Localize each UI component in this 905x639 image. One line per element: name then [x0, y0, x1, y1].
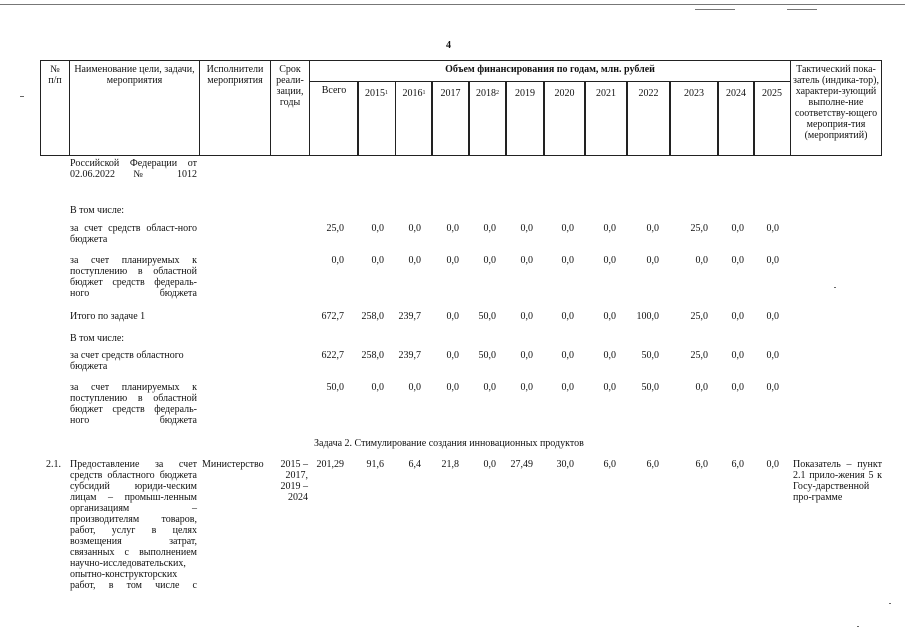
- row-value: 672,7: [321, 311, 344, 322]
- header-year-2020: [543, 81, 586, 156]
- header-total: Всего: [309, 81, 359, 156]
- item-2-1-value: 201,29: [316, 459, 344, 470]
- row-value: 50,0: [326, 382, 344, 393]
- row-value: 0,0: [520, 255, 533, 266]
- item-2-1-term: 2015 – 2017, 2019 – 2024: [280, 459, 308, 503]
- header-year-footnote: 1: [422, 90, 426, 96]
- header-year-2016: [395, 81, 433, 156]
- row-value: 0,0: [446, 223, 459, 234]
- row-value: 0,0: [731, 223, 744, 234]
- row-value: 0,0: [446, 255, 459, 266]
- row-value: 0,0: [408, 382, 421, 393]
- row-value: 258,0: [361, 311, 384, 322]
- item-2-1-value: 21,8: [441, 459, 459, 470]
- page-number: 4: [446, 40, 451, 51]
- row-value: 0,0: [446, 350, 459, 361]
- header-executors: Исполнители мероприятия: [199, 60, 271, 156]
- item-2-1-executor: Министерство: [202, 459, 264, 470]
- row-value: 0,0: [520, 350, 533, 361]
- header-term: Срок реали-зации, годы: [270, 60, 310, 156]
- scan-speck: [20, 96, 24, 97]
- row-value: 25,0: [690, 223, 708, 234]
- row-value: 0,0: [731, 311, 744, 322]
- task-2-title: Задача 2. Стимулирование создания инновационных продуктов: [314, 438, 584, 449]
- item-2-1-value: 6,0: [695, 459, 708, 470]
- row-value: 0,0: [766, 311, 779, 322]
- row-value: 0,0: [371, 255, 384, 266]
- row-value: 50,0: [641, 382, 659, 393]
- row-value: 0,0: [561, 255, 574, 266]
- row-value: 25,0: [690, 311, 708, 322]
- header-year-2023: [669, 81, 719, 156]
- header-year-2015: [357, 81, 396, 156]
- row-label: В том числе:: [70, 205, 125, 216]
- header-year-footnote: 2: [496, 90, 499, 96]
- row-value: 0,0: [695, 255, 708, 266]
- header-year-footnote: 1: [385, 90, 388, 96]
- row-value: 0,0: [561, 223, 574, 234]
- row-value: 0,0: [408, 223, 421, 234]
- header-year-label: 2016: [402, 88, 423, 99]
- item-2-1-indicator: Показатель – пункт 2.1 прило-жения 5 к Госу-дарственной про-грамме: [793, 459, 882, 503]
- header-name: Наименование цели, задачи, мероприятия: [69, 60, 200, 156]
- row-value: 0,0: [731, 350, 744, 361]
- row-value: 622,7: [321, 350, 344, 361]
- header-year-2024: [717, 81, 755, 156]
- header-year-label: 2017: [440, 88, 461, 99]
- row-value: 50,0: [478, 311, 496, 322]
- top-rule-mark: [695, 9, 735, 10]
- row-value: 0,0: [646, 255, 659, 266]
- header-year-label: 2024: [726, 88, 746, 99]
- row-value: 0,0: [766, 255, 779, 266]
- scan-speck: [857, 626, 859, 627]
- item-2-1-value: 6,0: [646, 459, 659, 470]
- row-value: 0,0: [446, 311, 459, 322]
- item-2-1-value: 6,0: [603, 459, 616, 470]
- row-value: 0,0: [371, 382, 384, 393]
- row-value: 0,0: [520, 223, 533, 234]
- row-value: 0,0: [766, 223, 779, 234]
- item-2-1-label: Предоставление за счет средств областного бюджета субсидий юриди-ческим лицам – промыш-ленным организациям – производителям товаров, работ, услуг в целях возмещения затрат, связанных с выполнением научно-исследовательских, опытно-конструкторских работ, в том числе с: [70, 459, 197, 591]
- row-value: 0,0: [408, 255, 421, 266]
- top-rule-mark: [787, 9, 817, 10]
- row-label: за счет средств област-ного бюджета: [70, 223, 197, 245]
- row-value: 0,0: [731, 255, 744, 266]
- header-indicator: Тактический пока-затель (индика-тор), характери-зующий выполне-ние соответству-ющего мероприя-тия (мероприятий): [790, 60, 882, 156]
- top-rule: [0, 4, 905, 5]
- header-year-2018: [468, 81, 507, 156]
- row-value: 0,0: [731, 382, 744, 393]
- item-2-1-value: 0,0: [766, 459, 779, 470]
- row-value: 0,0: [483, 255, 496, 266]
- header-year-label: 2022: [638, 88, 659, 99]
- item-2-1-value: 27,49: [510, 459, 533, 470]
- row-value: 0,0: [520, 382, 533, 393]
- row-value: 100,0: [636, 311, 659, 322]
- row-value: 0,0: [331, 255, 344, 266]
- scan-speck: [834, 287, 836, 288]
- row-value: 0,0: [483, 223, 496, 234]
- row-value: 0,0: [766, 382, 779, 393]
- row-value: 239,7: [398, 311, 421, 322]
- header-year-label: 2018: [476, 88, 496, 99]
- row-value: 50,0: [641, 350, 659, 361]
- row-value: 0,0: [646, 223, 659, 234]
- row-label: Итого по задаче 1: [70, 311, 146, 322]
- header-year-2021: [584, 81, 628, 156]
- row-label: Российской Федерации от 02.06.2022 № 1012: [70, 158, 197, 180]
- header-num: № п/п: [40, 60, 70, 156]
- row-label: В том числе:: [70, 333, 125, 344]
- row-value: 0,0: [561, 311, 574, 322]
- header-year-2017: [431, 81, 470, 156]
- row-value: 0,0: [603, 311, 616, 322]
- header-year-label: 2019: [515, 88, 535, 99]
- header-year-label: 2021: [596, 88, 616, 99]
- item-2-1-value: 0,0: [483, 459, 496, 470]
- row-value: 0,0: [561, 382, 574, 393]
- item-2-1-number: 2.1.: [46, 459, 61, 470]
- header-funding: Объем финансирования по годам, млн. рублей: [309, 60, 791, 82]
- row-value: 0,0: [371, 223, 384, 234]
- row-value: 50,0: [478, 350, 496, 361]
- header-year-label: 2025: [762, 88, 782, 99]
- row-value: 258,0: [361, 350, 384, 361]
- row-value: 0,0: [603, 382, 616, 393]
- item-2-1-value: 6,0: [731, 459, 744, 470]
- row-label: за счет планируемых к поступлению в областной бюджет средств федераль-ного бюджета: [70, 255, 197, 299]
- row-value: 0,0: [483, 382, 496, 393]
- row-value: 0,0: [520, 311, 533, 322]
- row-value: 0,0: [561, 350, 574, 361]
- row-value: 0,0: [603, 223, 616, 234]
- item-2-1-value: 91,6: [366, 459, 384, 470]
- row-value: 0,0: [603, 350, 616, 361]
- header-year-label: 2020: [554, 88, 575, 99]
- header-year-2019: [505, 81, 545, 156]
- row-value: 239,7: [398, 350, 421, 361]
- header-year-2022: [626, 81, 671, 156]
- item-2-1-value: 30,0: [556, 459, 574, 470]
- header-year-label: 2023: [684, 88, 704, 99]
- row-label: за счет планируемых к поступлению в областной бюджет средств федераль-ного бюджета: [70, 382, 197, 426]
- row-value: 25,0: [326, 223, 344, 234]
- row-value: 0,0: [766, 350, 779, 361]
- row-value: 25,0: [690, 350, 708, 361]
- header-year-2025: [753, 81, 791, 156]
- item-2-1-value: 6,4: [408, 459, 421, 470]
- header-year-label: 2015: [365, 88, 385, 99]
- row-label: за счет средств областного бюджета: [70, 350, 184, 372]
- row-value: 0,0: [603, 255, 616, 266]
- row-value: 0,0: [695, 382, 708, 393]
- scan-speck: [889, 603, 891, 604]
- row-value: 0,0: [446, 382, 459, 393]
